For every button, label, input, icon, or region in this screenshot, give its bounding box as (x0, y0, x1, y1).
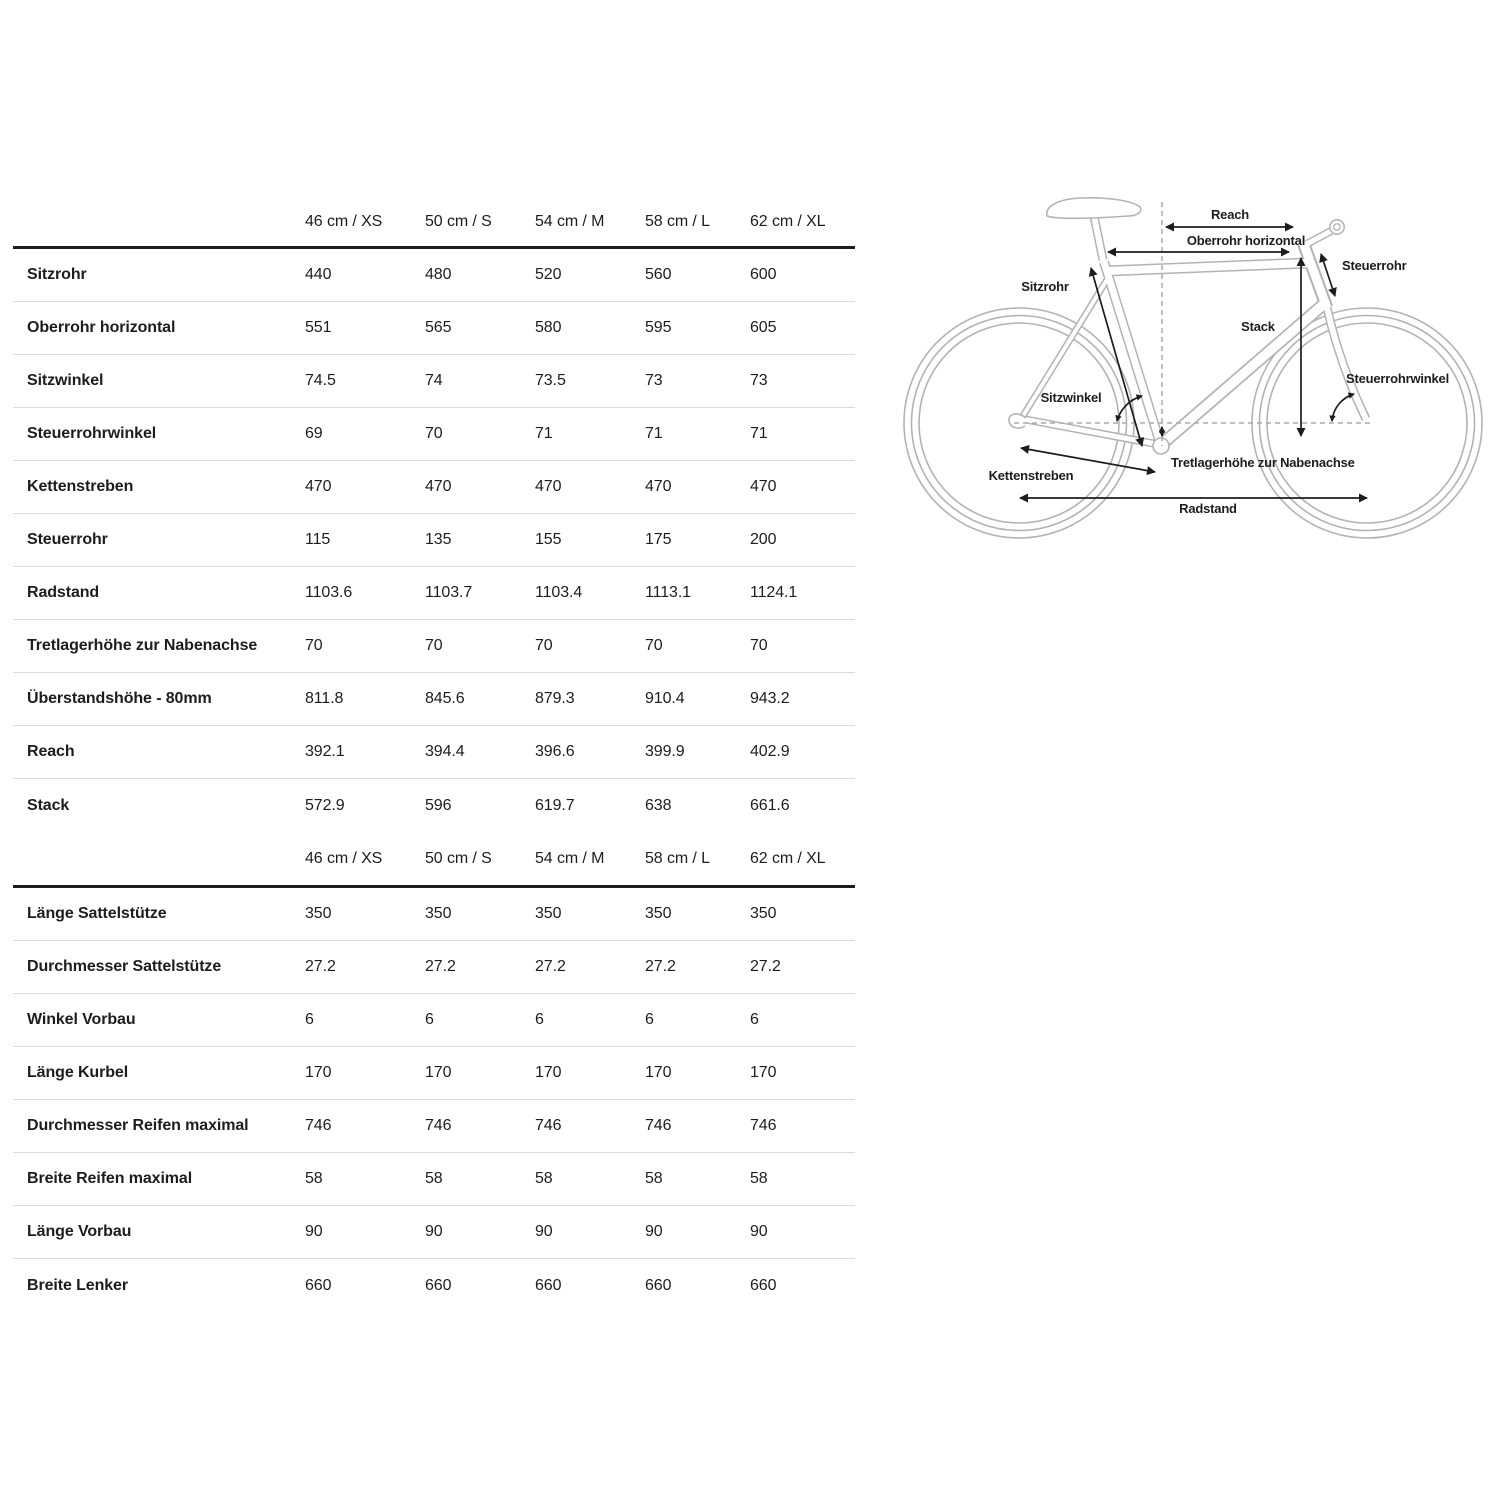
spec-value: 90 (535, 1223, 553, 1240)
size-header: 62 cm / XL (750, 849, 826, 867)
spec-value: 90 (645, 1223, 663, 1240)
spec-value: 440 (305, 266, 332, 283)
spec-value: 746 (305, 1117, 332, 1134)
spec-value: 74.5 (305, 372, 336, 389)
spec-label: Sitzwinkel (27, 372, 104, 389)
spec-value: 660 (535, 1276, 562, 1294)
spec-row (13, 355, 855, 408)
spec-row (13, 779, 855, 832)
size-header: 46 cm / XS (305, 849, 383, 867)
spec-label: Steuerrohrwinkel (27, 425, 157, 442)
spec-value: 811.8 (305, 690, 344, 707)
spec-value: 200 (750, 531, 777, 548)
spec-value: 27.2 (305, 958, 336, 975)
spec-label: Länge Kurbel (27, 1064, 129, 1081)
spec-value: 6 (535, 1011, 544, 1028)
spec-row (13, 249, 855, 302)
diagram-label-oberrohr: Oberrohr horizontal (1186, 233, 1306, 248)
spec-value: 746 (750, 1117, 777, 1134)
spec-row (13, 1206, 855, 1259)
geometry-table (13, 197, 855, 1312)
spec-row (13, 1047, 855, 1100)
spec-row (13, 408, 855, 461)
spec-value: 70 (535, 637, 553, 654)
spec-value: 660 (645, 1276, 672, 1294)
diagram-label-tretlagerhoehe: Tretlagerhöhe zur Nabenachse (1171, 455, 1355, 470)
spec-value: 135 (425, 531, 452, 548)
spec-value: 71 (535, 425, 553, 442)
spec-value: 73 (750, 372, 768, 389)
spec-row (13, 888, 855, 941)
spec-label: Tretlagerhöhe zur Nabenachse (27, 637, 258, 654)
spec-value: 910.4 (645, 690, 685, 707)
bottom-bracket-icon (1153, 438, 1169, 454)
spec-value: 660 (305, 1276, 332, 1294)
spec-value: 155 (535, 531, 562, 548)
spec-row (13, 514, 855, 567)
spec-value: 58 (750, 1170, 768, 1187)
spec-label: Oberrohr horizontal (27, 319, 176, 336)
spec-value: 661.6 (750, 796, 790, 814)
spec-value: 551 (305, 319, 332, 336)
spec-value: 1124.1 (750, 584, 798, 601)
spec-value: 638 (645, 796, 672, 814)
size-header: 54 cm / M (535, 212, 605, 230)
spec-value: 170 (425, 1064, 452, 1081)
diagram-label-steuerrohr: Steuerrohr (1342, 258, 1407, 273)
spec-value: 170 (750, 1064, 777, 1081)
spec-value: 350 (750, 905, 777, 922)
spec-label: Radstand (27, 584, 100, 601)
size-header: 58 cm / L (645, 212, 710, 230)
spec-value: 71 (750, 425, 768, 442)
spec-label: Länge Vorbau (27, 1223, 132, 1240)
spec-value: 350 (425, 905, 452, 922)
spec-value: 58 (535, 1170, 553, 1187)
spec-row (13, 302, 855, 355)
spec-value: 396.6 (535, 743, 575, 760)
spec-value: 69 (305, 425, 323, 442)
spec-value: 350 (645, 905, 672, 922)
diagram-label-radstand: Radstand (1179, 501, 1237, 516)
spec-value: 27.2 (535, 958, 566, 975)
spec-value: 70 (425, 425, 443, 442)
bike-geometry-diagram (890, 180, 1500, 565)
spec-label: Breite Lenker (27, 1276, 128, 1294)
diagram-label-stack: Stack (1241, 319, 1275, 334)
spec-value: 58 (425, 1170, 443, 1187)
spec-value: 27.2 (645, 958, 676, 975)
spec-value: 27.2 (425, 958, 456, 975)
diagram-label-reach: Reach (1210, 207, 1250, 222)
spec-value: 74 (425, 372, 443, 389)
spec-label: Steuerrohr (27, 531, 108, 548)
diagram-label-kettenstreben: Kettenstreben (988, 468, 1074, 483)
spec-value: 58 (305, 1170, 323, 1187)
spec-row (13, 461, 855, 514)
size-header: 62 cm / XL (750, 212, 826, 230)
diagram-label-sitzwinkel: Sitzwinkel (1040, 390, 1102, 405)
spec-label: Länge Sattelstütze (27, 905, 167, 922)
diagram-label-steuerrohrwinkel: Steuerrohrwinkel (1346, 371, 1449, 386)
spec-row (13, 567, 855, 620)
spec-value: 90 (425, 1223, 443, 1240)
spec-value: 70 (425, 637, 443, 654)
size-header: 50 cm / S (425, 212, 492, 230)
spec-value: 6 (305, 1011, 314, 1028)
spec-value: 115 (305, 531, 331, 548)
spec-value: 560 (645, 266, 672, 283)
spec-value: 71 (645, 425, 663, 442)
spec-value: 6 (645, 1011, 654, 1028)
spec-value: 470 (425, 478, 452, 495)
size-header: 46 cm / XS (305, 212, 383, 230)
spec-row (13, 941, 855, 994)
spec-value: 170 (535, 1064, 562, 1081)
spec-value: 1103.7 (425, 584, 473, 601)
spec-row (13, 1100, 855, 1153)
spec-row (13, 1259, 855, 1312)
spec-value: 470 (535, 478, 562, 495)
spec-row (13, 1153, 855, 1206)
spec-value: 27.2 (750, 958, 781, 975)
spec-value: 565 (425, 319, 452, 336)
spec-label: Durchmesser Reifen maximal (27, 1117, 249, 1134)
spec-value: 746 (645, 1117, 672, 1134)
spec-value: 660 (750, 1276, 777, 1294)
steuerrohrwinkel-arc (1332, 394, 1354, 421)
spec-value: 175 (645, 531, 672, 548)
spec-value: 600 (750, 266, 777, 283)
spec-row (13, 994, 855, 1047)
spec-value: 879.3 (535, 690, 575, 707)
spec-label: Stack (27, 796, 70, 814)
spec-value: 70 (750, 637, 768, 654)
spec-value: 73 (645, 372, 663, 389)
spec-value: 392.1 (305, 743, 345, 760)
spec-value: 350 (535, 905, 562, 922)
spec-row (13, 620, 855, 673)
spec-value: 70 (305, 637, 323, 654)
spec-value: 480 (425, 266, 452, 283)
spec-value: 746 (425, 1117, 452, 1134)
spec-label: Sitzrohr (27, 266, 87, 283)
spec-value: 1113.1 (645, 584, 691, 601)
spec-label: Überstandshöhe - 80mm (27, 690, 212, 707)
spec-label: Durchmesser Sattelstütze (27, 958, 222, 975)
size-header: 50 cm / S (425, 849, 492, 867)
frame-inner-icon (1023, 216, 1366, 446)
spec-value: 619.7 (535, 796, 575, 814)
spec-value: 58 (645, 1170, 663, 1187)
spec-value: 6 (750, 1011, 759, 1028)
spec-label: Reach (27, 743, 75, 760)
spec-value: 605 (750, 319, 777, 336)
spec-value: 572.9 (305, 796, 345, 814)
spec-value: 470 (750, 478, 777, 495)
spec-value: 399.9 (645, 743, 685, 760)
spec-value: 90 (750, 1223, 768, 1240)
spec-value: 470 (305, 478, 332, 495)
spec-value: 580 (535, 319, 562, 336)
spec-value: 170 (645, 1064, 672, 1081)
spec-value: 90 (305, 1223, 323, 1240)
spec-value: 1103.4 (535, 584, 583, 601)
spec-value: 350 (305, 905, 332, 922)
spec-row (13, 726, 855, 779)
size-header-row (13, 197, 855, 249)
spec-value: 943.2 (750, 690, 790, 707)
size-header: 54 cm / M (535, 849, 605, 867)
spec-value: 520 (535, 266, 562, 283)
spec-value: 1103.6 (305, 584, 353, 601)
saddle-icon (1047, 198, 1141, 218)
spec-value: 595 (645, 319, 672, 336)
spec-value: 402.9 (750, 743, 790, 760)
spec-value: 845.6 (425, 690, 465, 707)
spec-value: 470 (645, 478, 672, 495)
spec-value: 660 (425, 1276, 452, 1294)
spec-row (13, 673, 855, 726)
spec-label: Kettenstreben (27, 478, 134, 495)
size-header: 58 cm / L (645, 849, 710, 867)
spec-value: 6 (425, 1011, 434, 1028)
diagram-label-sitzrohr: Sitzrohr (1021, 279, 1069, 294)
rear-dropout-icon (1009, 414, 1026, 428)
spec-value: 596 (425, 796, 452, 814)
spec-label: Winkel Vorbau (27, 1011, 136, 1028)
spec-value: 73.5 (535, 372, 566, 389)
handlebar-grip-center-icon (1334, 224, 1340, 230)
size-header-row (13, 832, 855, 888)
spec-value: 394.4 (425, 743, 465, 760)
spec-label: Breite Reifen maximal (27, 1170, 193, 1187)
spec-value: 746 (535, 1117, 562, 1134)
spec-value: 170 (305, 1064, 332, 1081)
spec-value: 70 (645, 637, 663, 654)
